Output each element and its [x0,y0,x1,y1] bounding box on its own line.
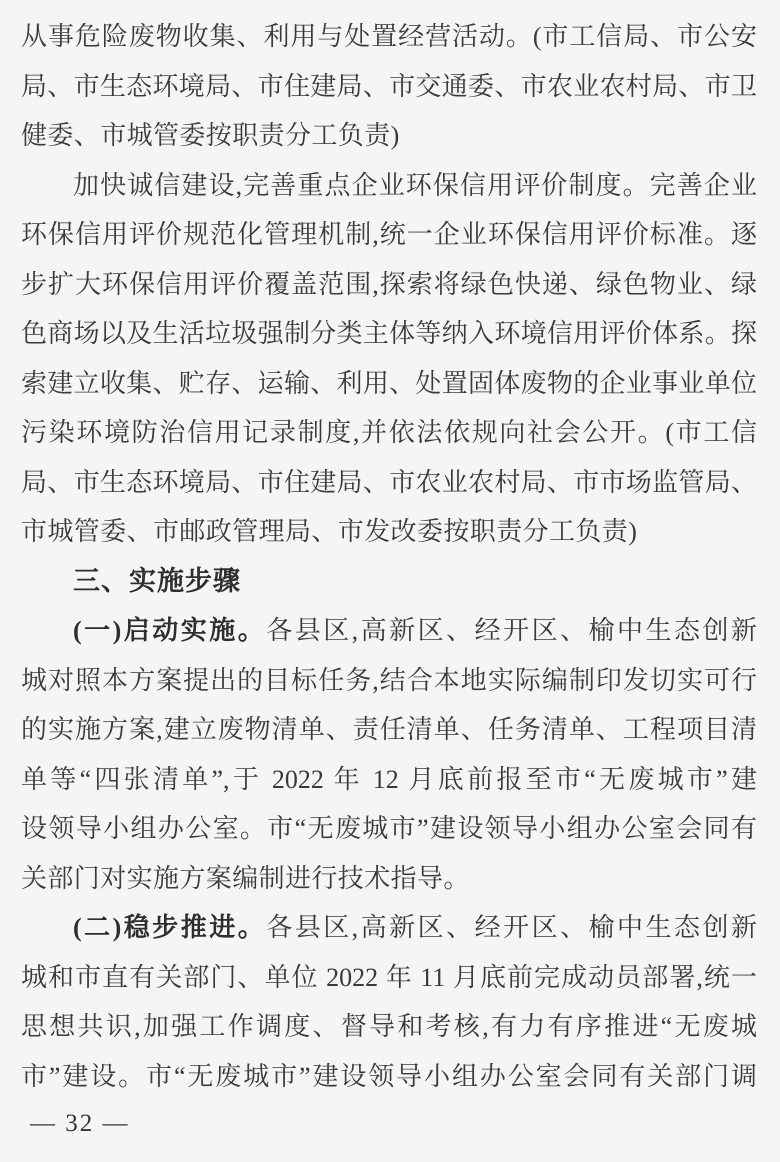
document-line: 索建立收集、贮存、运输、利用、处置固体废物的企业事业单位 [21,368,757,398]
document-line: 关部门对实施方案编制进行技术指导。 [21,863,470,893]
line-text: 各县区,高新区、经开区、榆中生态创新 [266,616,757,645]
document-line: 步扩大环保信用评价覆盖范围,探索将绿色快递、绿色物业、绿 [21,269,757,299]
paragraph-label: (一)启动实施。 [73,616,267,645]
document-line: 市”建设。市“无废城市”建设领导小组办公室会同有关部门调 [21,1061,757,1091]
document-line: 局、市生态环境局、市住建局、市农业农村局、市市场监管局、 [21,467,757,497]
document-line: 环保信用评价规范化管理机制,统一企业环保信用评价标准。逐 [21,220,757,249]
document-line [21,903,757,953]
page-number: — 32 — [30,1110,130,1137]
document-line: 单等“四张清单”,于 2022 年 12 月底前报至市“无废城市”建 [21,764,757,794]
document-line: 市城管委、市邮政管理局、市发改委按职责分工负责) [21,517,638,546]
document-line: 加快诚信建设,完善重点企业环保信用评价制度。完善企业 [73,170,757,200]
document-line [21,606,757,656]
section-heading: 三、实施步骤 [73,565,241,596]
line-text: 各县区,高新区、经开区、榆中生态创新 [266,913,757,942]
document-line: 健委、市城管委按职责分工负责) [21,121,400,150]
paragraph-label: (二)稳步推进。 [73,913,267,942]
document-line: 局、市生态环境局、市住建局、市交通委、市农业农村局、市卫 [21,71,757,101]
document-line: 污染环境防治信用记录制度,并依法依规向社会公开。(市工信 [21,418,757,447]
document-line: 城对照本方案提出的目标任务,结合本地实际编制印发切实可行 [21,665,757,695]
document-line: 从事危险废物收集、利用与处置经营活动。(市工信局、市公安 [21,22,757,51]
document-line: 设领导小组办公室。市“无废城市”建设领导小组办公室会同有 [21,814,757,843]
document-line: 色商场以及生活垃圾强制分类主体等纳入环境信用评价体系。探 [21,319,757,348]
document-line: 城和市直有关部门、单位 2022 年 11 月底前完成动员部署,统一 [21,962,757,992]
document-line: 思想共识,加强工作调度、督导和考核,有力有序推进“无废城 [21,1012,757,1041]
document-line: 的实施方案,建立废物清单、责任清单、任务清单、工程项目清 [21,715,757,744]
